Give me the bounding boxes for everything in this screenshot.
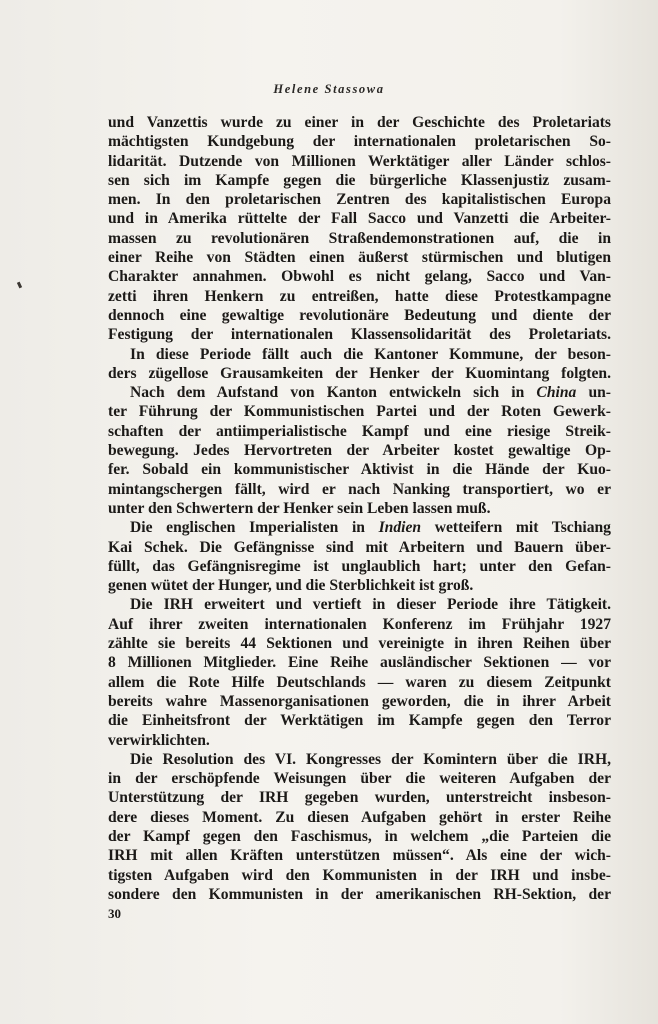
text-line: mächtigsten Kundgebung der internationalen proletarischen So-	[108, 133, 611, 151]
text-line: IRH mit allen Kräften unterstützen müssen“. Als eine der wich-	[108, 847, 611, 865]
text-line: tigsten Aufgaben wird den Kommunisten in der IRH und insbe-	[108, 866, 611, 884]
running-head: Helene Stassowa	[273, 82, 385, 96]
text-line: sondere den Kommunisten in der amerikanischen RH-Sektion, der	[108, 885, 611, 903]
text-line: Die Resolution des VI. Kongresses der Komintern über die IRH,	[130, 750, 611, 768]
text-line: lidarität. Dutzende von Millionen Werktätiger aller Länder schlos-	[108, 152, 611, 170]
text-line: und Vanzettis wurde zu einer in der Geschichte des Proletariats	[108, 114, 611, 131]
text-line: genen wütet der Hunger, und die Sterblichkeit ist groß.	[108, 577, 474, 595]
text-line: ter Führung der Kommunistischen Partei und der Roten Gewerk-	[108, 403, 611, 421]
text-line: mintangschergen fällt, wird er nach Nanking transportiert, wo er	[108, 480, 611, 498]
text-line: Festigung der internationalen Klassensolidarität des Proletariats.	[108, 326, 611, 344]
text-line: Die IRH erweitert und vertieft in dieser Periode ihre Tätigkeit.	[130, 596, 611, 614]
text-line: 8 Millionen Mitglieder. Eine Reihe ausländischer Sektionen — vor	[108, 654, 611, 672]
text-line: zählte sie bereits 44 Sektionen und vereinigte in ihren Reihen über	[108, 635, 611, 653]
text-line: Auf ihrer zweiten internationalen Konferenz im Frühjahr 1927	[108, 615, 611, 633]
text-line: und in Amerika rüttelte der Fall Sacco und Vanzetti die Arbeiter-	[108, 210, 611, 228]
text-line: In diese Periode fällt auch die Kantoner Kommune, der beson-	[130, 345, 611, 363]
text-line: einer Reihe von Städten einen äußerst stürmischen und blutigen	[108, 249, 611, 267]
text-line: massen zu revolutionären Straßendemonstrationen auf, die in	[108, 229, 611, 247]
text-line: allem die Rote Hilfe Deutschlands — waren zu diesem Zeitpunkt	[108, 673, 611, 691]
text-line: ders zügellose Grausamkeiten der Henker der Kuomintang folgten.	[108, 364, 611, 382]
text-line: der Kampf gegen den Faschismus, in welchem „die Parteien die	[108, 827, 611, 845]
text-line: die Einheitsfront der Werktätigen im Kampfe gegen den Terror	[108, 712, 611, 730]
text-line: zetti ihren Henkern zu entreißen, hatte diese Protestkampagne	[108, 287, 611, 305]
text-line: bewegung. Jedes Hervortreten der Arbeiter kostet gewaltige Op-	[108, 442, 611, 460]
text-line: dere dieses Moment. Zu diesen Aufgaben gehört in erster Reihe	[108, 808, 611, 826]
text-line: unter den Schwertern der Henker sein Leben lassen muß.	[108, 499, 491, 517]
body-text	[108, 113, 611, 904]
text-line: Kai Schek. Die Gefängnisse sind mit Arbeitern und Bauern über-	[108, 538, 611, 556]
text-line: Die englischen Imperialisten in Indien wetteifern mit Tschiang	[130, 519, 611, 537]
text-line: Unterstützung der IRH gegeben wurden, unterstreicht insbeson-	[108, 789, 611, 807]
page-number: 30	[108, 906, 121, 921]
text-line: Charakter annahmen. Obwohl es nicht gelang, Sacco und Van-	[108, 268, 611, 286]
text-line: sen sich im Kampfe gegen die bürgerliche Klassenjustiz zusam-	[108, 171, 611, 189]
text-line: dennoch eine gewaltige revolutionäre Bedeutung und diente der	[108, 306, 611, 324]
text-line: men. In den proletarischen Zentren des kapitalistischen Europa	[108, 191, 611, 209]
text-line: Nach dem Aufstand von Kanton entwickeln sich in China un-	[130, 384, 611, 402]
text-line: fer. Sobald ein kommunistischer Aktivist in die Hände der Kuo-	[108, 461, 611, 479]
text-line: bereits wahre Massenorganisationen geworden, die in ihrer Arbeit	[108, 692, 611, 710]
text-line: verwirklichten.	[108, 731, 210, 749]
text-line: füllt, das Gefängnisregime ist unglaublich hart; unter den Gefan-	[108, 557, 611, 575]
text-line: in der erschöpfende Weisungen über die weiteren Aufgaben der	[108, 770, 611, 788]
text-line: schaften der antiimperialistische Kampf und eine riesige Streik-	[108, 422, 611, 440]
